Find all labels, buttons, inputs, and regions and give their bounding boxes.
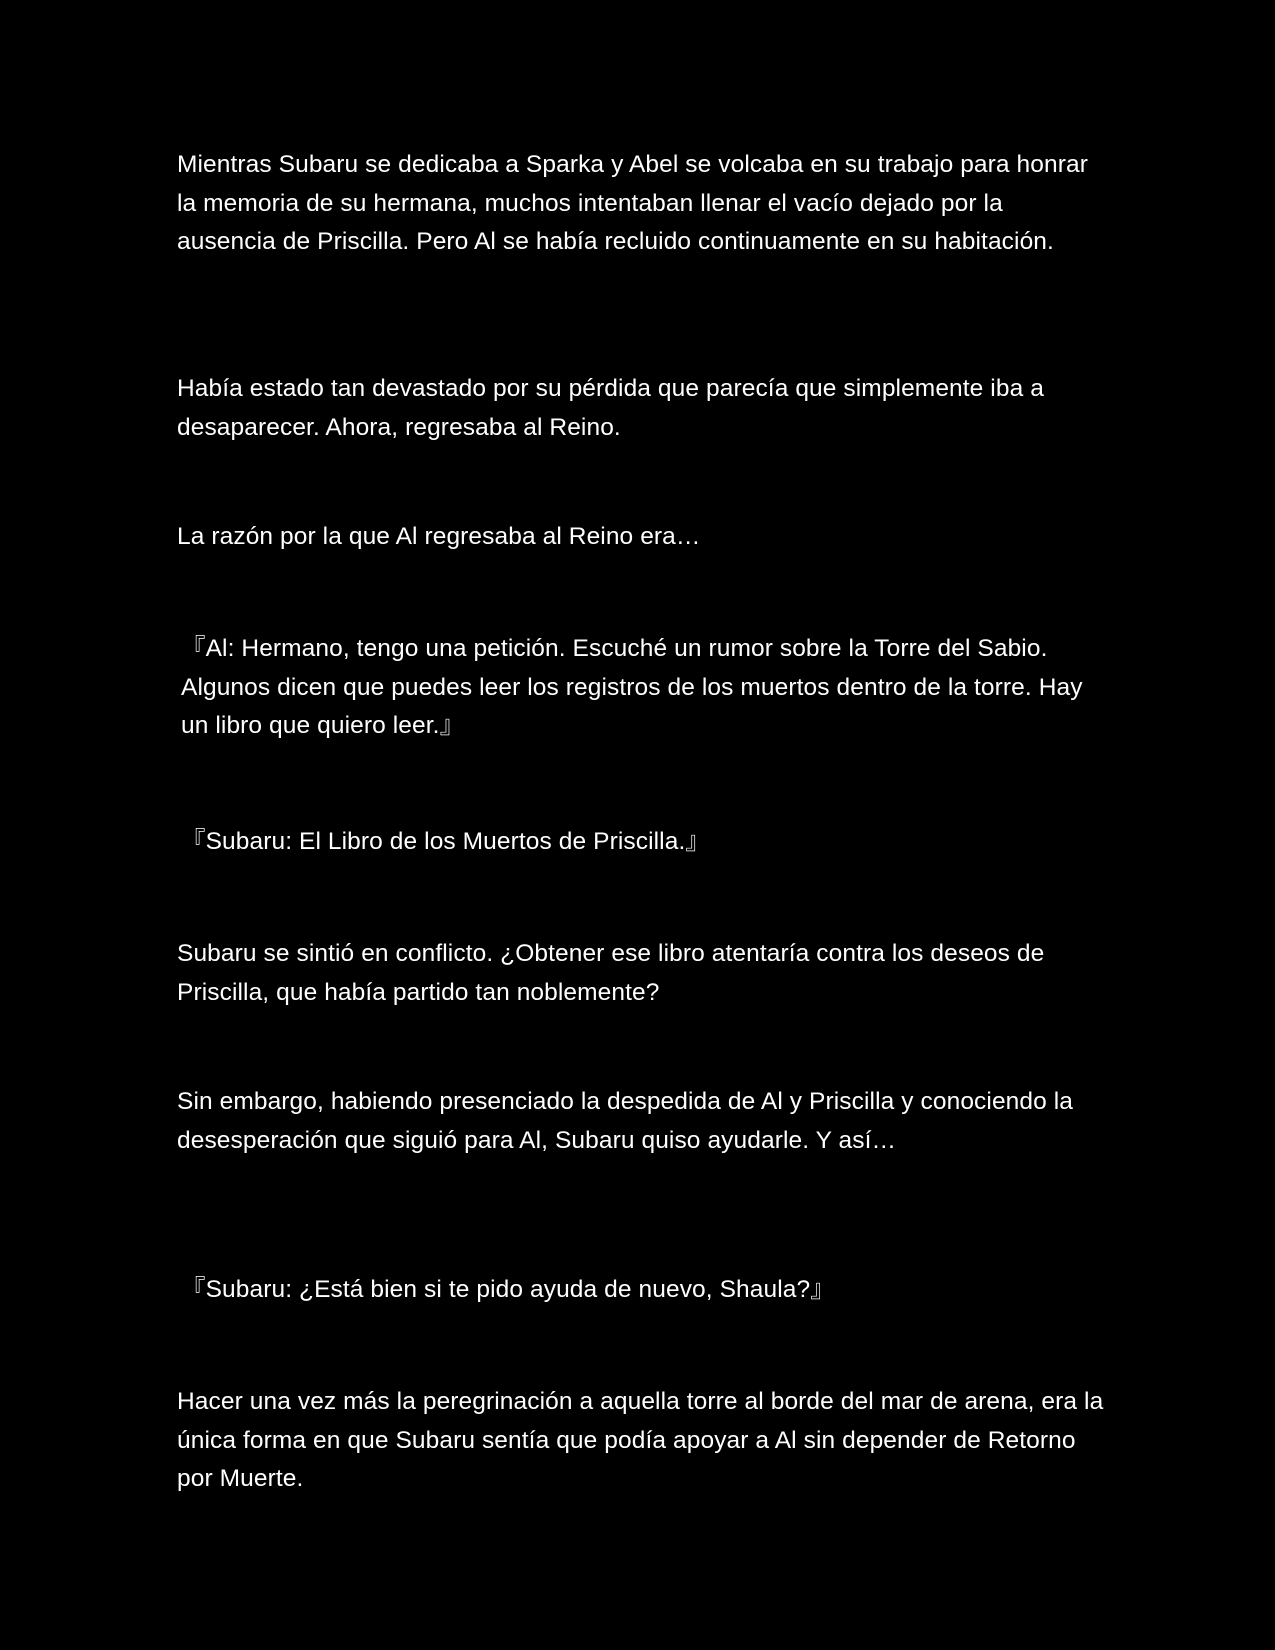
dialogue-al-request: 『Al: Hermano, tengo una petición. Escuché un rumor sobre la Torre del Sabio. Algunos dicen que puedes leer los registros de los muertos dentro de la torre. Hay un libro que quiero leer.』	[181, 635, 1083, 739]
paragraph-intro: Mientras Subaru se dedicaba a Sparka y Abel se volcaba en su trabajo para honrar la memoria de su hermana, muchos intentaban llenar el vacío dejado por la ausencia de Priscilla. Pero Al se había recluido continuamente en su habitación.	[177, 151, 1088, 255]
paragraph-conflict: Subaru se sintió en conflicto. ¿Obtener ese libro atentaría contra los deseos de Priscilla, que había partido tan noblemente?	[177, 940, 1045, 1006]
paragraph-decision: Sin embargo, habiendo presenciado la despedida de Al y Priscilla y conociendo la desesperación que siguió para Al, Subaru quiso ayudarle. Y así…	[177, 1088, 1074, 1154]
dialogue-subaru-book: 『Subaru: El Libro de los Muertos de Priscilla.』	[181, 828, 710, 855]
paragraph-devastation: Había estado tan devastado por su pérdida que parecía que simplemente iba a desaparecer. Ahora, regresaba al Reino.	[177, 375, 1044, 441]
dialogue-subaru-shaula: 『Subaru: ¿Está bien si te pido ayuda de nuevo, Shaula?』	[181, 1276, 835, 1303]
paragraph-pilgrimage: Hacer una vez más la peregrinación a aquella torre al borde del mar de arena, era la única forma en que Subaru sentía que podía apoyar a Al sin depender de Retorno por Muerte.	[177, 1388, 1104, 1492]
paragraph-reason: La razón por la que Al regresaba al Reino era…	[177, 523, 701, 550]
